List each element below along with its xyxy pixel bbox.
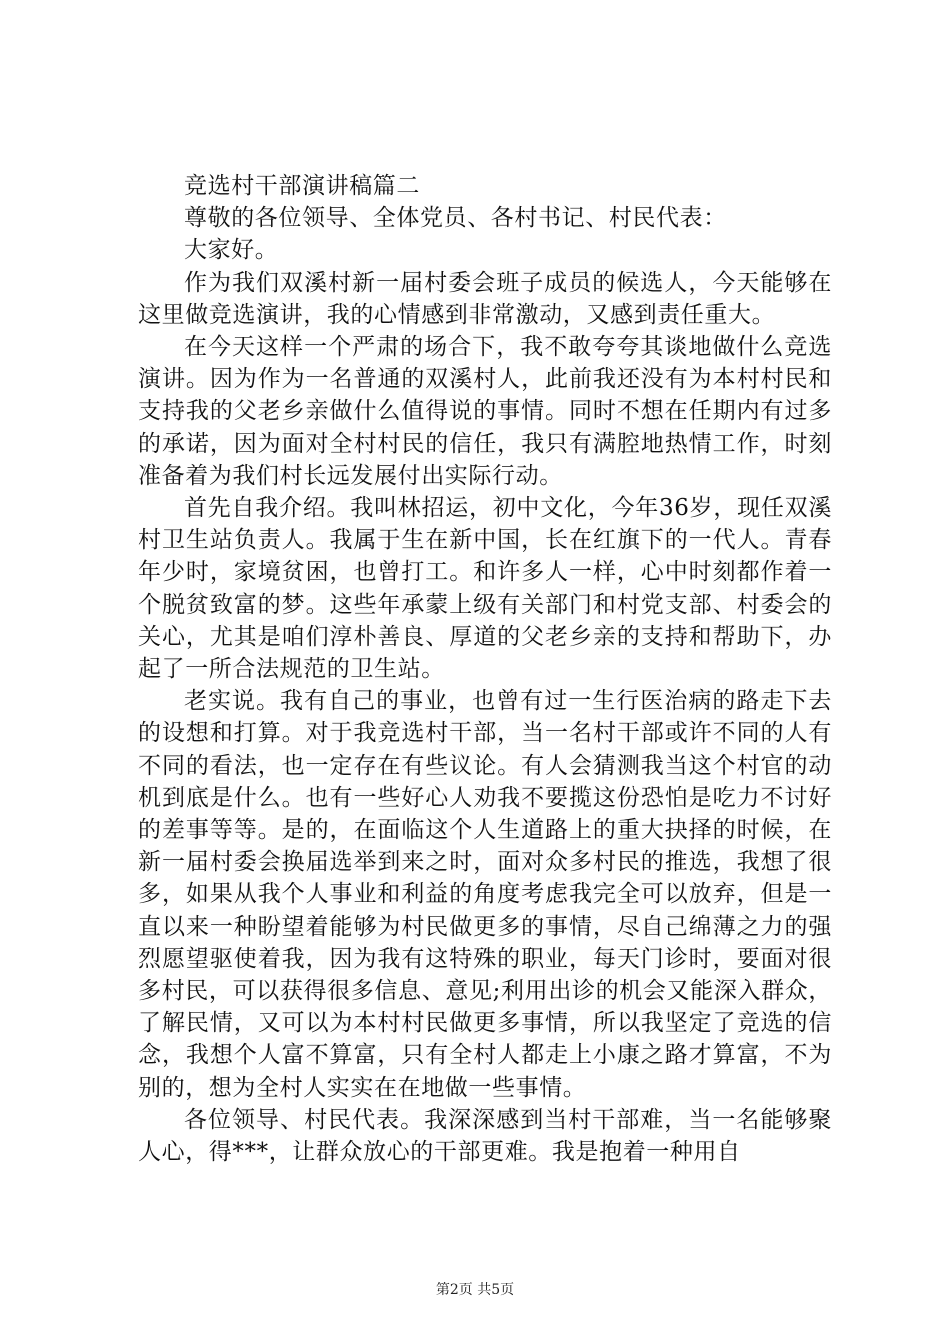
paragraph: 作为我们双溪村新一届村委会班子成员的候选人，今天能够在这里做竞选演讲，我的心情感到非常激动，又感到责任重大。 bbox=[138, 269, 832, 328]
document-body bbox=[138, 170, 832, 1168]
page-footer: 第2页 共5页 bbox=[435, 1282, 515, 1298]
paragraph: 各位领导、村民代表。我深深感到当村干部难，当一名能够聚人心，得***，让群众放心的干部更难。我是抱着一种用自 bbox=[138, 1106, 832, 1166]
paragraph: 在今天这样一个严肃的场合下，我不敢夸夸其谈地做什么竞选演讲。因为作为一名普通的双溪村人，此前我还没有为本村村民和支持我的父老乡亲做什么值得说的事情。同时不想在任期内有过多的承诺，因为面对全村村民的信任，我只有满腔地热情工作，时刻准备着为我们村长远发展付出实际行动。 bbox=[138, 334, 832, 489]
section-title: 竞选村干部演讲稿篇二 bbox=[184, 173, 420, 199]
greeting: 大家好。 bbox=[184, 237, 279, 264]
paragraph: 老实说。我有自己的事业，也曾有过一生行医治病的路走下去的设想和打算。对于我竞选村干部，当一名村干部或许不同的人有不同的看法，也一定存在有些议论。有人会猜测我当这个村官的动机到底是什么。也有一些好心人劝我不要揽这份恐怕是吃力不讨好的差事等等。是的，在面临这个人生道路上的重大抉择的时候，在新一届村委会换届选举到来之时，面对众多村民的推选，我想了很多，如果从我个人事业和利益的角度考虑我完全可以放弃，但是一直以来一种盼望着能够为村民做更多的事情，尽自己绵薄之力的强烈愿望驱使着我，因为我有这特殊的职业，每天门诊时，要面对很多村民，可以获得很多信息、意见;利用出诊的机会又能深入群众，了解民情，又可以为本村村民做更多事情，所以我坚定了竞选的信念，我想个人富不算富，只有全村人都走上小康之路才算富，不为别的，想为全村人实实在在地做一些事情。 bbox=[138, 688, 832, 1101]
paragraph: 首先自我介绍。我叫林招运，初中文化，今年36岁，现任双溪村卫生站负责人。我属于生在新中国，长在红旗下的一代人。青春年少时，家境贫困，也曾打工。和许多人一样，心中时刻都作着一个脱贫致富的梦。这些年承蒙上级有关部门和村党支部、村委会的关心，尤其是咱们淳朴善良、厚道的父老乡亲的支持和帮助下，办起了一所合法规范的卫生站。 bbox=[138, 495, 832, 683]
salutation: 尊敬的各位领导、全体党员、各村书记、村民代表： bbox=[184, 205, 727, 232]
